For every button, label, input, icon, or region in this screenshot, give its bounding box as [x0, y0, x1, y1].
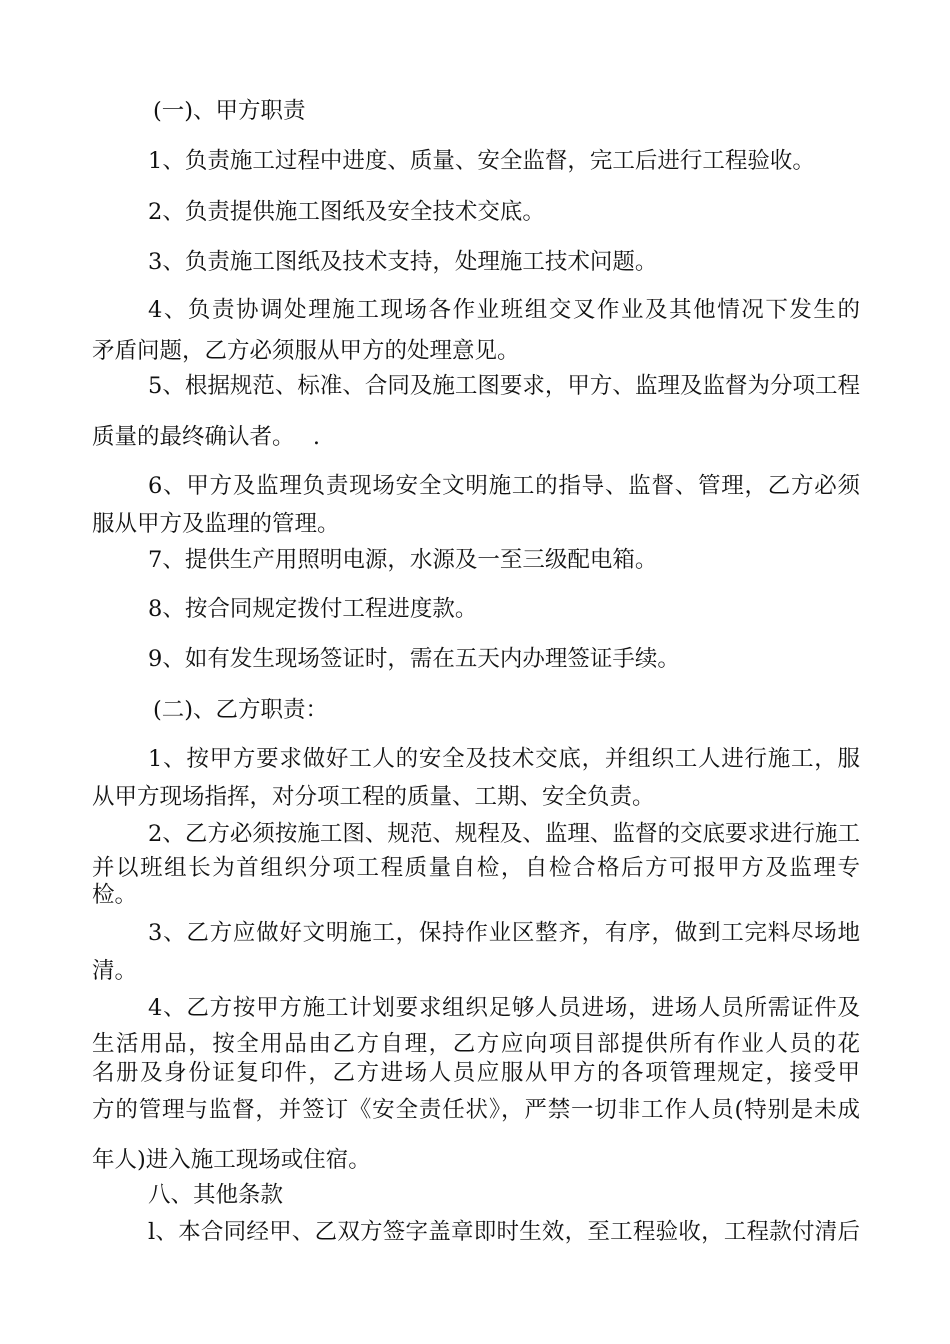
party-b-item-1-line-2: 从甲方现场指挥，对分项工程的质量、工期、安全负责。: [92, 784, 655, 810]
party-b-item-4-line-3: 名册及身份证复印件，乙方进场人员应服从甲方的各项管理规定，接受甲: [92, 1060, 860, 1086]
party-b-item-3-line-1: 3、乙方应做好文明施工，保持作业区整齐，有序，做到工完料尽场地: [148, 920, 860, 946]
party-b-item-2-line-2: 并以班组长为首组织分项工程质量自检，自检合格后方可报甲方及监理专: [92, 855, 860, 881]
party-a-item-4-line-1: 4、负责协调处理施工现场各作业班组交叉作业及其他情况下发生的: [148, 297, 860, 323]
party-a-item-4-line-2: 矛盾问题，乙方必须服从甲方的处理意见。: [92, 338, 520, 364]
party-a-item-7: 7、提供生产用照明电源，水源及一至三级配电箱。: [148, 547, 658, 573]
party-a-item-3: 3、负责施工图纸及技术支持，处理施工技术问题。: [148, 249, 658, 275]
party-b-item-2-line-3: 检。: [92, 882, 138, 908]
party-b-item-2-line-1: 2、乙方必须按施工图、规范、规程及、监理、监督的交底要求进行施工: [148, 821, 860, 847]
section-heading-party-b: (二)、乙方职责：: [153, 697, 329, 723]
party-b-item-4-line-4: 方的管理与监督，并签订《安全责任状》，严禁一切非工作人员(特别是未成: [92, 1097, 860, 1123]
party-a-item-9: 9、如有发生现场签证时，需在五天内办理签证手续。: [148, 646, 680, 672]
party-a-item-5-line-1: 5、根据规范、标准、合同及施工图要求，甲方、监理及监督为分项工程: [148, 373, 860, 399]
section-heading-party-a: (一)、甲方职责: [153, 98, 306, 124]
party-a-item-2: 2、负责提供施工图纸及安全技术交底。: [148, 199, 545, 225]
party-b-item-4-line-5: 年人)进入施工现场或住宿。: [92, 1147, 371, 1173]
party-b-item-4-line-1: 4、乙方按甲方施工计划要求组织足够人员进场，进场人员所需证件及: [148, 995, 860, 1021]
party-a-item-5-line-2: 质量的最终确认者。 .: [92, 424, 321, 450]
party-a-item-1: 1、负责施工过程中进度、质量、安全监督，完工后进行工程验收。: [148, 148, 815, 174]
party-b-item-4-line-2: 生活用品，按全用品由乙方自理，乙方应向项目部提供所有作业人员的花: [92, 1031, 860, 1057]
party-a-item-8: 8、按合同规定拨付工程进度款。: [148, 596, 478, 622]
party-a-item-6-line-2: 服从甲方及监理的管理。: [92, 511, 340, 537]
party-a-item-6-line-1: 6、甲方及监理负责现场安全文明施工的指导、监督、管理，乙方必须: [148, 473, 860, 499]
party-b-item-3-line-2: 清。: [92, 958, 138, 984]
section-heading-other: 八、其他条款: [148, 1182, 284, 1208]
party-b-item-1-line-1: 1、按甲方要求做好工人的安全及技术交底，并组织工人进行施工，服: [148, 746, 860, 772]
other-item-1-line-1: l、本合同经甲、乙双方签字盖章即时生效，至工程验收，工程款付清后: [148, 1219, 860, 1245]
